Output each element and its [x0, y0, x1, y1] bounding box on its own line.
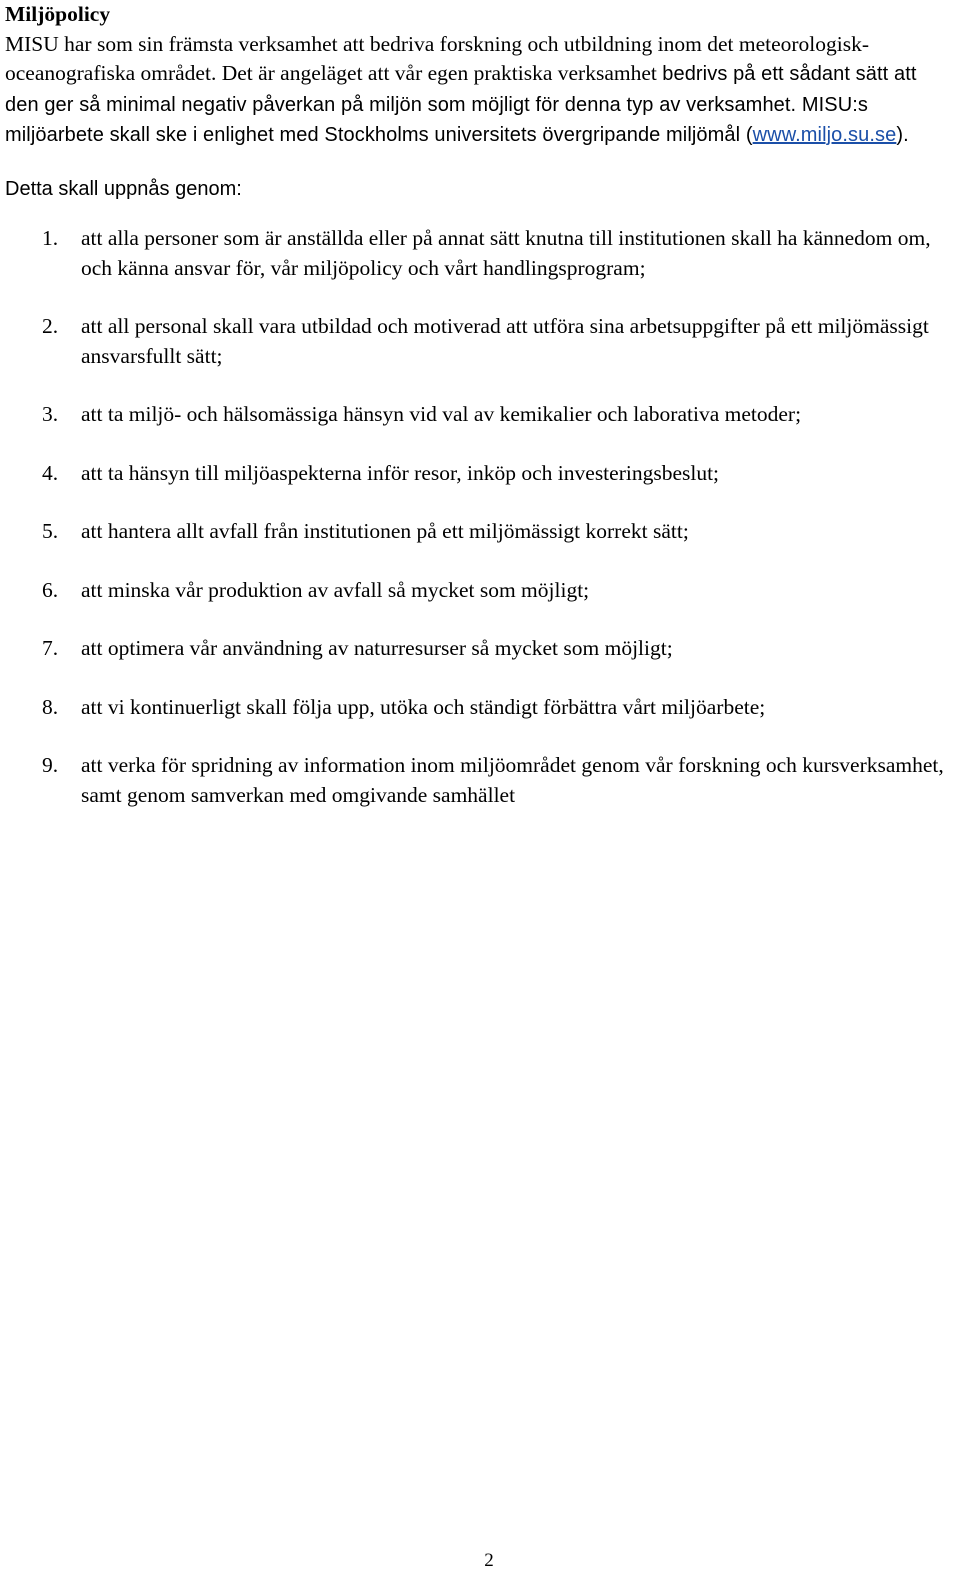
- document-page: [5, 0, 955, 839]
- environment-goals-link[interactable]: www.miljo.su.se: [752, 124, 897, 146]
- list-item-text: att alla personer som är anställda eller på annat sätt knutna till institutionen skall ha kännedom om, och känna ansvar för, vår miljöpolicy och vårt handlingsprogram;: [81, 226, 931, 280]
- intro-closing: ).: [896, 124, 909, 146]
- page-number: 2: [484, 1550, 494, 1571]
- list-item-text: att ta miljö- och hälsomässiga hänsyn vid val av kemikalier och laborativa metoder;: [81, 402, 802, 426]
- list-item-number: 8.: [42, 694, 59, 719]
- policy-list: [5, 224, 955, 810]
- list-item: [5, 576, 955, 606]
- list-item-number: 1.: [42, 226, 59, 250]
- list-item-text: att ta hänsyn till miljöaspekterna inför resor, inköp och investeringsbeslut;: [81, 460, 720, 485]
- page-title: Miljöpolicy: [5, 2, 111, 26]
- list-item-number: 2.: [42, 314, 59, 338]
- list-item-number: 9.: [42, 753, 59, 777]
- list-item-number: 3.: [42, 402, 59, 426]
- list-item: [5, 517, 955, 547]
- list-item-text: att verka för spridning av information inom miljöområdet genom vår forskning och kursverksamhet, samt genom samverkan med omgivande samhället: [81, 753, 944, 807]
- list-item: [5, 751, 955, 810]
- intro-text-sans-body: bedrivs på ett sådant sätt att den ger så minimal negativ påverkan på miljön som möjligt för denna typ av verksamhet. MISU:s miljöarbete skall ske i enlighet med Stockholms universitets övergripande miljömål (: [5, 63, 917, 146]
- list-item-text: att all personal skall vara utbildad och motiverad att utföra sina arbetsuppgifter på ett miljömässigt ansvarsfullt sätt;: [81, 314, 929, 368]
- intro-paragraph: [5, 30, 955, 151]
- intro-text-serif: MISU har som sin främsta verksamhet att bedriva forskning och utbildning inom det meteorologisk-oceanografiska området. Det är angeläget att vår egen praktiska verksamhet: [5, 31, 870, 85]
- list-item-text: att optimera vår användning av naturresurser så mycket som möjligt;: [81, 636, 673, 660]
- list-item: [5, 634, 955, 664]
- list-item-number: 4.: [42, 460, 59, 485]
- list-item: [5, 224, 955, 283]
- list-item-text: att hantera allt avfall från institutionen på ett miljömässigt korrekt sätt;: [81, 519, 689, 543]
- list-item-number: 5.: [42, 519, 59, 543]
- list-item-number: 7.: [42, 636, 59, 660]
- list-item: [5, 459, 955, 489]
- list-item: [5, 400, 955, 430]
- lead-text: Detta skall uppnås genom:: [5, 177, 242, 200]
- list-item: [5, 693, 955, 723]
- list-item-text: att vi kontinuerligt skall följa upp, utöka och ständigt förbättra vårt miljöarbete;: [81, 694, 766, 719]
- list-item-number: 6.: [42, 577, 59, 602]
- list-item: [5, 312, 955, 371]
- list-item-text: att minska vår produktion av avfall så mycket som möjligt;: [81, 577, 590, 602]
